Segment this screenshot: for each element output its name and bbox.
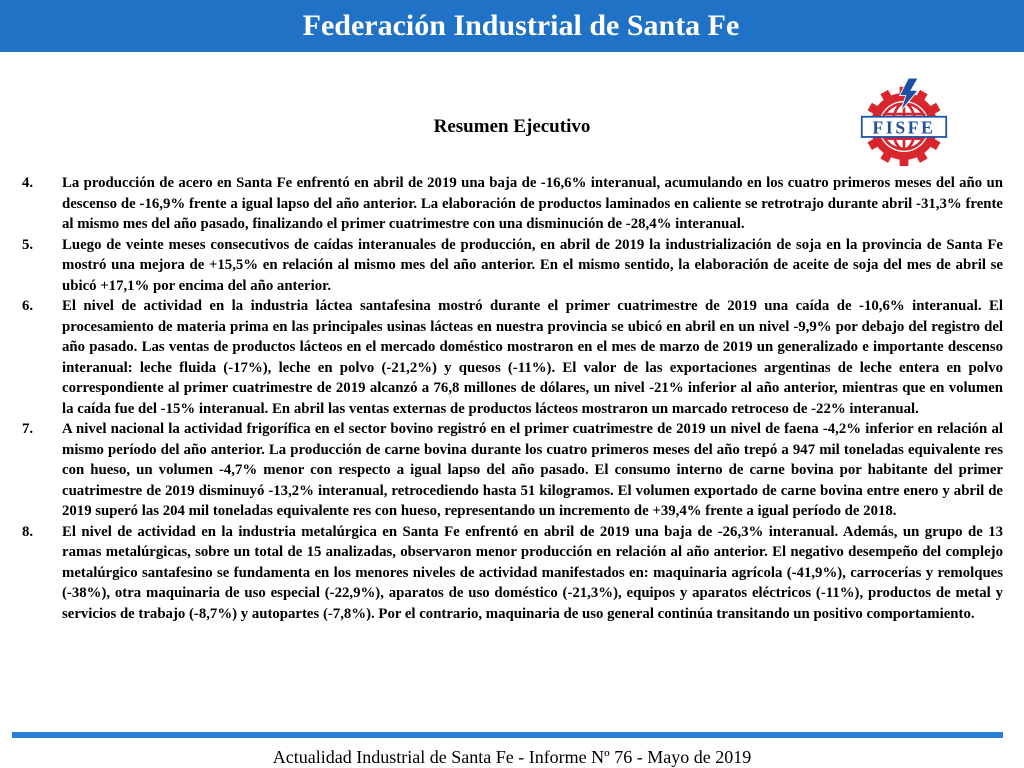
logo-text: FISFE	[872, 117, 936, 138]
list-item	[0, 522, 1003, 625]
list-item	[0, 296, 1003, 419]
list-item	[0, 235, 1003, 297]
item-number: 6.	[22, 298, 34, 314]
list-item	[0, 173, 1003, 235]
section-title: Resumen Ejecutivo	[433, 116, 591, 137]
item-number: 8.	[22, 523, 34, 540]
item-number: 4.	[22, 175, 34, 191]
header-bar	[0, 0, 1024, 52]
item-text: Luego de veinte meses consecutivos de caídas interanuales de producción, en abril de 2019 la industrialización de soja en la provincia de Santa Fe mostró una mejora de +15,5% en relación al mismo mes del año anterior. En el mismo sentido, la elaboración de aceite de soja del mes de abril se ubicó +17,1% por encima del año anterior.	[62, 236, 1003, 294]
item-number: 7.	[22, 421, 34, 437]
footer-text: Actualidad Industrial de Santa Fe - Informe Nº 76 - Mayo de 2019	[272, 747, 752, 767]
item-number: 5.	[22, 236, 34, 253]
footer-divider	[12, 732, 1003, 738]
item-text: El nivel de actividad en la industria láctea santafesina mostró durante el primer cuatrimestre de 2019 una caída de -10,6% interanual. El procesamiento de materia prima en las principales usinas lácteas en nuestra provincia se ubicó en abril en un nivel -9,9% por debajo del registro del año pasado. Las ventas de productos lácteos en el mercado doméstico mostraron en el mes de marzo de 2019 un generalizado e importante descenso interanual: leche fluida (-17%), leche en polvo (-21,2%) y quesos (-11%). El valor de las exportaciones argentinas de leche entera en polvo correspondiente al primer cuatrimestre de 2019 alcanzó a 76,8 millones de dólares, un nivel -21% inferior al año anterior, mientras que en volumen la caída fue del -15% interanual. En abril las ventas externas de productos lácteos mostraron un marcado retroceso de -22% interanual.	[62, 298, 1003, 417]
item-text: El nivel de actividad en la industria metalúrgica en Santa Fe enfrentó en abril de 2019 una baja de -26,3% interanual. Además, un grupo de 13 ramas metalúrgicas, sobre un total de 15 analizadas, observaron menor producción en relación al año anterior. El negativo desempeño del complejo metalúrgico santafesino se fundamenta en los menores niveles de actividad manifestados en: maquinaria agrícola (-41,9%), carrocerías y remolques (-38%), otra maquinaria de uso especial (-22,9%), aparatos de uso doméstico (-21,3%), equipos y aparatos eléctricos (-11%), productos de metal y servicios de trabajo (-8,7%) y autopartes (-7,8%). Por el contrario, maquinaria de uso general continúa transitando un positivo comportamiento.	[62, 523, 1003, 622]
item-text: A nivel nacional la actividad frigorífica en el sector bovino registró en el primer cuatrimestre de 2019 un nivel de faena -4,2% inferior en relación al mismo período del año anterior. La producción de carne bovina durante los cuatro primeros meses del año trepó a 947 mil toneladas equivalente res con hueso, un volumen -4,7% menor con respecto a igual lapso del año pasado. El consumo interno de carne bovina por habitante del primer cuatrimestre de 2019 disminuyó -13,2% interanual, retrocediendo hasta 51 kilogramos. El volumen exportado de carne bovina entre enero y abril de 2019 superó las 204 mil toneladas equivalente res con hueso, representando un incremento de +39,4% frente a igual período de 2018.	[62, 421, 1003, 519]
list-item	[0, 419, 1003, 522]
summary-list	[0, 173, 1003, 624]
item-text: La producción de acero en Santa Fe enfrentó en abril de 2019 una baja de -16,6% interanual, acumulando en los cuatro primeros meses del año un descenso de -16,9% frente a igual lapso del año anterior. La elaboración de productos laminados en caliente se retrotrajo durante abril -31,3% frente al mismo mes del año pasado, finalizando el primer cuatrimestre con una disminución de -28,4% interanual.	[62, 175, 1003, 232]
header-title: Federación Industrial de Santa Fe	[302, 9, 740, 42]
